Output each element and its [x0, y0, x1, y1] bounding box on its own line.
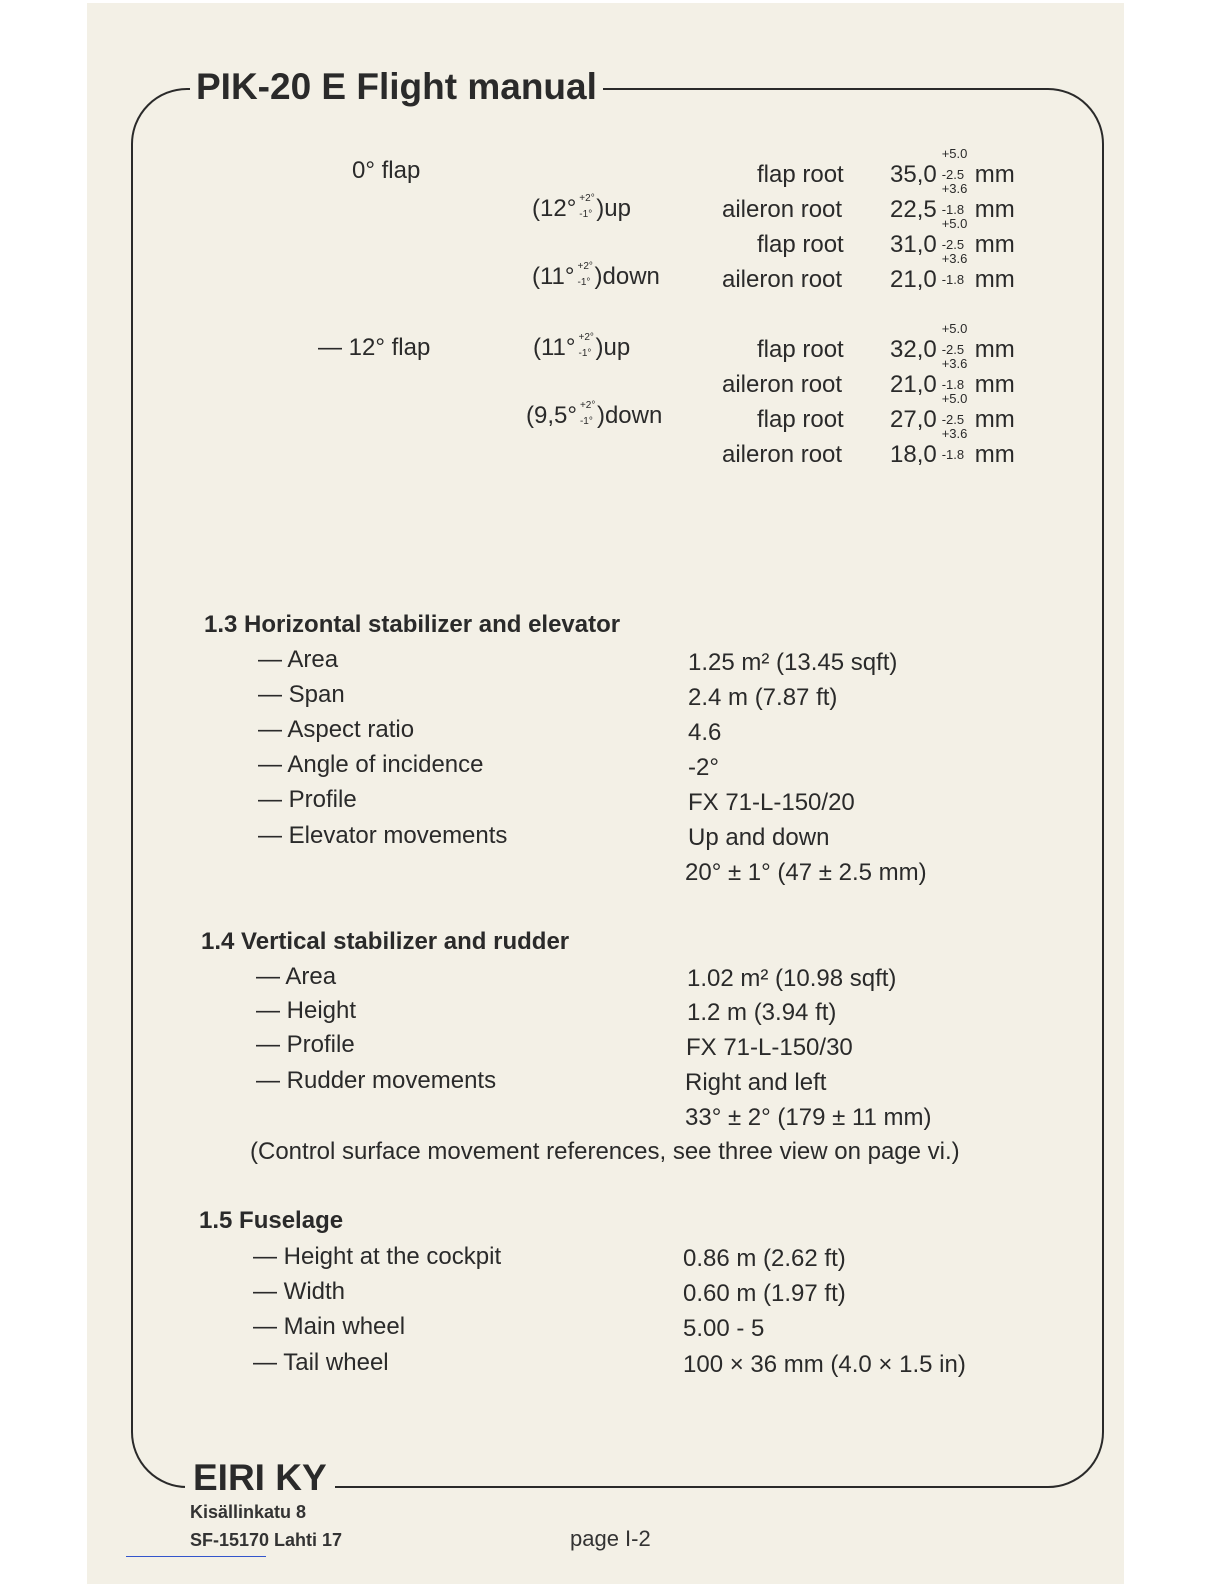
tolerance: [579, 399, 596, 429]
tol-minus: -1°: [579, 208, 593, 220]
spec-label: — Elevator movements: [258, 822, 508, 849]
underline-mark: [126, 1556, 266, 1557]
spec-value: -2°: [688, 754, 719, 781]
tolerance: [578, 331, 594, 361]
spec-label: — Tail wheel: [253, 1349, 389, 1376]
spec-label: — Rudder movements: [256, 1067, 497, 1094]
spec-label: — Profile: [258, 786, 357, 813]
row-name: aileron root: [722, 441, 843, 468]
spec-label: — Height at the cockpit: [253, 1243, 502, 1270]
spec-label: — Width: [253, 1278, 346, 1305]
tolerance: [939, 426, 973, 470]
unit: mm: [974, 371, 1015, 398]
flap-0-label: 0° flap: [352, 157, 421, 184]
row-name: aileron root: [722, 266, 843, 293]
tol-plus: +3.6: [941, 181, 968, 196]
spec-value: FX 71-L-150/30: [686, 1034, 853, 1061]
tol-minus: -1.8: [941, 202, 965, 217]
tol-minus: -1°: [577, 276, 591, 288]
value: 32,0: [890, 336, 937, 363]
tol-minus: -2.5: [941, 167, 965, 182]
tol-minus: -1.8: [941, 447, 965, 462]
direction: )down: [594, 263, 660, 290]
tol-plus: +3.6: [941, 356, 968, 371]
row-name: flap root: [757, 161, 844, 188]
row-value: [890, 426, 1015, 470]
direction: )up: [596, 195, 631, 222]
tol-minus: -2.5: [941, 237, 965, 252]
spec-value: 0.60 m (1.97 ft): [683, 1280, 846, 1307]
tol-plus: +2°: [578, 331, 594, 343]
angle: (11°: [532, 263, 575, 290]
spec-label: — Angle of incidence: [258, 751, 484, 778]
direction: )down: [596, 402, 663, 429]
tol-minus: -1°: [578, 347, 592, 359]
spec-value: 4.6: [688, 719, 722, 746]
tol-minus: -2.5: [941, 412, 965, 427]
tol-plus: +5.0: [941, 391, 968, 406]
flap-12-up-angle: [533, 333, 630, 363]
tol-plus: +3.6: [941, 426, 968, 441]
tol-plus: +5.0: [941, 216, 968, 231]
tol-plus: +2°: [579, 192, 595, 204]
flap-12-down-angle: [526, 401, 662, 431]
row-name: flap root: [757, 336, 844, 363]
spec-label: — Aspect ratio: [258, 716, 415, 743]
angle: (11°: [533, 334, 576, 361]
spec-value: FX 71-L-150/20: [688, 789, 855, 816]
value: 21,0: [890, 266, 937, 293]
section-heading-1-4: 1.4 Vertical stabilizer and rudder: [201, 928, 570, 955]
section-heading-1-5: 1.5 Fuselage: [199, 1207, 344, 1234]
spec-value: 0.86 m (2.62 ft): [683, 1245, 846, 1272]
tol-minus: -1.8: [941, 272, 965, 287]
spec-value: Up and down: [688, 824, 830, 851]
tol-minus: -1.8: [941, 377, 965, 392]
tol-plus: +5.0: [941, 146, 968, 161]
spec-value: 1.2 m (3.94 ft): [687, 999, 837, 1026]
value: 22,5: [890, 196, 937, 223]
tol-plus: +5.0: [941, 321, 968, 336]
row-name: flap root: [757, 231, 844, 258]
unit: mm: [974, 196, 1015, 223]
spec-label: — Profile: [256, 1031, 355, 1058]
page-number: page I-2: [570, 1526, 651, 1551]
unit: mm: [974, 161, 1015, 188]
direction: )up: [595, 334, 631, 361]
spec-label: — Area: [256, 963, 337, 990]
angle: (9,5°: [526, 402, 577, 429]
row-name: flap root: [757, 406, 844, 433]
unit: mm: [974, 336, 1015, 363]
spec-value: 5.00 - 5: [683, 1315, 765, 1342]
unit: mm: [974, 441, 1015, 468]
spec-value: 100 × 36 mm (4.0 × 1.5 in): [683, 1351, 966, 1378]
unit: mm: [974, 231, 1015, 258]
address-line-2: SF-15170 Lahti 17: [190, 1530, 343, 1550]
spec-label: — Span: [258, 681, 345, 708]
tol-plus: +3.6: [941, 251, 968, 266]
page-title: PIK-20 E Flight manual: [190, 64, 603, 110]
reference-note: (Control surface movement references, see three view on page vi.): [250, 1138, 960, 1165]
unit: mm: [974, 406, 1015, 433]
company-brand: EIRI KY: [185, 1456, 335, 1500]
spec-value: 20° ± 1° (47 ± 2.5 mm): [685, 859, 927, 886]
tolerance: [577, 260, 593, 290]
spec-value: 2.4 m (7.87 ft): [688, 684, 838, 711]
row-name: aileron root: [722, 371, 843, 398]
spec-value: 1.25 m² (13.45 sqft): [688, 649, 898, 676]
flap-12-label: — 12° flap: [318, 334, 431, 361]
angle: (12°: [532, 195, 577, 222]
tolerance: [939, 251, 973, 295]
tol-plus: +2°: [579, 399, 596, 411]
value: 31,0: [890, 231, 937, 258]
flap-0-up-angle: [532, 194, 631, 224]
row-value: [890, 251, 1015, 295]
value: 35,0: [890, 161, 937, 188]
spec-label: — Main wheel: [253, 1313, 406, 1340]
flap-0-down-angle: [532, 262, 660, 292]
spec-value: 1.02 m² (10.98 sqft): [687, 965, 897, 992]
tolerance: [579, 192, 595, 222]
value: 27,0: [890, 406, 937, 433]
unit: mm: [974, 266, 1015, 293]
row-name: aileron root: [722, 196, 843, 223]
spec-label: — Height: [256, 997, 357, 1024]
spec-value: Right and left: [685, 1069, 827, 1096]
section-heading-1-3: 1.3 Horizontal stabilizer and elevator: [204, 611, 621, 638]
spec-value: 33° ± 2° (179 ± 11 mm): [685, 1104, 932, 1131]
spec-label: — Area: [258, 646, 339, 673]
tol-minus: -1°: [579, 415, 593, 427]
value: 21,0: [890, 371, 937, 398]
tol-minus: -2.5: [941, 342, 965, 357]
address-line-1: Kisällinkatu 8: [190, 1502, 307, 1522]
tol-plus: +2°: [577, 260, 593, 272]
value: 18,0: [890, 441, 937, 468]
